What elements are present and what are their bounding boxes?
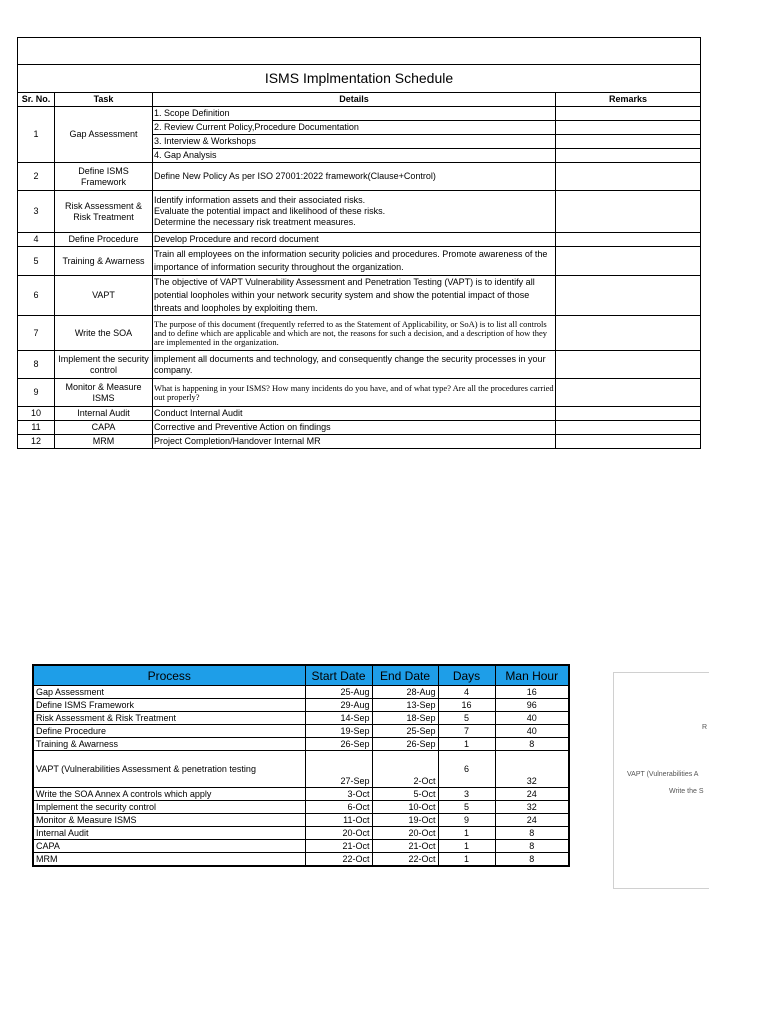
- table-row: [18, 163, 701, 191]
- table-row: [33, 738, 569, 751]
- details: The objective of VAPT Vulnerability Assessment and Penetration Testing (VAPT) is to identify all potential loopholes within your network security system and show the potential impact of those threats and loopholes by exploiting them.: [153, 276, 556, 316]
- end-date: 26-Sep: [372, 738, 438, 751]
- sr-no: 6: [18, 276, 55, 316]
- days: 1: [438, 853, 495, 867]
- end-date: 18-Sep: [372, 712, 438, 725]
- table-row: [33, 840, 569, 853]
- header-remarks: Remarks: [556, 93, 701, 107]
- task: MRM: [55, 435, 153, 449]
- task: Define Procedure: [55, 233, 153, 247]
- table-row: [33, 814, 569, 827]
- remarks: [556, 233, 701, 247]
- process-timeline-table: [32, 664, 570, 867]
- task: Write the SOA: [55, 316, 153, 351]
- end-date: 20-Oct: [372, 827, 438, 840]
- details: 4. Gap Analysis: [153, 149, 556, 163]
- sr-no: 1: [18, 107, 55, 163]
- table-row: [18, 247, 701, 276]
- process-name: Training & Awarness: [33, 738, 305, 751]
- days: 4: [438, 686, 495, 699]
- process-name: Implement the security control: [33, 801, 305, 814]
- details: Corrective and Preventive Action on findings: [153, 421, 556, 435]
- start-date: 20-Oct: [305, 827, 372, 840]
- task: Gap Assessment: [55, 107, 153, 163]
- process-name: Gap Assessment: [33, 686, 305, 699]
- table-row: [18, 107, 701, 121]
- task: Training & Awarness: [55, 247, 153, 276]
- start-date: 29-Aug: [305, 699, 372, 712]
- details: Develop Procedure and record document: [153, 233, 556, 247]
- sr-no: 5: [18, 247, 55, 276]
- end-date: 19-Oct: [372, 814, 438, 827]
- header-man-hour: Man Hour: [495, 665, 569, 686]
- end-date: 5-Oct: [372, 788, 438, 801]
- process-name: MRM: [33, 853, 305, 867]
- man-hour: 8: [495, 840, 569, 853]
- table-row: [18, 316, 701, 351]
- remarks: [556, 407, 701, 421]
- man-hour: 8: [495, 827, 569, 840]
- days: 3: [438, 788, 495, 801]
- sr-no: 8: [18, 351, 55, 379]
- man-hour: 8: [495, 853, 569, 867]
- clipped-chart-panel: [613, 672, 709, 889]
- details: Conduct Internal Audit: [153, 407, 556, 421]
- man-hour: 16: [495, 686, 569, 699]
- task: Risk Assessment & Risk Treatment: [55, 191, 153, 233]
- sr-no: 11: [18, 421, 55, 435]
- remarks: [556, 435, 701, 449]
- task: VAPT: [55, 276, 153, 316]
- start-date: 11-Oct: [305, 814, 372, 827]
- remarks: [556, 135, 701, 149]
- remarks: [556, 247, 701, 276]
- process-name: CAPA: [33, 840, 305, 853]
- days: 5: [438, 801, 495, 814]
- man-hour: 32: [495, 751, 569, 788]
- table-row: [18, 435, 701, 449]
- days: 16: [438, 699, 495, 712]
- remarks: [556, 191, 701, 233]
- remarks: [556, 107, 701, 121]
- process-name: Define Procedure: [33, 725, 305, 738]
- start-date: 22-Oct: [305, 853, 372, 867]
- man-hour: 24: [495, 788, 569, 801]
- start-date: 6-Oct: [305, 801, 372, 814]
- header-start-date: Start Date: [305, 665, 372, 686]
- details: Identify information assets and their associated risks. Evaluate the potential impact and likelihood of these risks. Determine the necessary risk treatment measures.: [153, 191, 556, 233]
- start-date: 19-Sep: [305, 725, 372, 738]
- man-hour: 40: [495, 725, 569, 738]
- blank-header-row: [18, 38, 701, 65]
- sr-no: 4: [18, 233, 55, 247]
- start-date: 26-Sep: [305, 738, 372, 751]
- remarks: [556, 316, 701, 351]
- isms-schedule-table: [17, 37, 701, 449]
- table-row: [33, 801, 569, 814]
- process-header-row: [33, 665, 569, 686]
- header-sr-no: Sr. No.: [18, 93, 55, 107]
- details: 3. Interview & Workshops: [153, 135, 556, 149]
- task: Internal Audit: [55, 407, 153, 421]
- end-date: 25-Sep: [372, 725, 438, 738]
- details: Project Completion/Handover Internal MR: [153, 435, 556, 449]
- remarks: [556, 149, 701, 163]
- table-row: [33, 751, 569, 788]
- chart-label: Write the S: [669, 788, 704, 795]
- header-process: Process: [33, 665, 305, 686]
- end-date: 22-Oct: [372, 853, 438, 867]
- process-name: VAPT (Vulnerabilities Assessment & penetration testing: [33, 751, 305, 788]
- start-date: 25-Aug: [305, 686, 372, 699]
- remarks: [556, 421, 701, 435]
- chart-label: R: [702, 724, 708, 731]
- days: 7: [438, 725, 495, 738]
- header-task: Task: [55, 93, 153, 107]
- end-date: 2-Oct: [372, 751, 438, 788]
- end-date: 10-Oct: [372, 801, 438, 814]
- remarks: [556, 121, 701, 135]
- process-name: Monitor & Measure ISMS: [33, 814, 305, 827]
- table-row: [18, 379, 701, 407]
- remarks: [556, 163, 701, 191]
- task: Implement the security control: [55, 351, 153, 379]
- sr-no: 7: [18, 316, 55, 351]
- task: Define ISMS Framework: [55, 163, 153, 191]
- days: 9: [438, 814, 495, 827]
- remarks: [556, 351, 701, 379]
- table-row: [33, 827, 569, 840]
- sr-no: 10: [18, 407, 55, 421]
- table-row: [18, 421, 701, 435]
- man-hour: 96: [495, 699, 569, 712]
- process-name: Internal Audit: [33, 827, 305, 840]
- start-date: 3-Oct: [305, 788, 372, 801]
- table-row: [33, 712, 569, 725]
- end-date: 13-Sep: [372, 699, 438, 712]
- header-details: Details: [153, 93, 556, 107]
- table-row: [18, 276, 701, 316]
- task: CAPA: [55, 421, 153, 435]
- table-row: [18, 191, 701, 233]
- remarks: [556, 276, 701, 316]
- schedule-title: ISMS Implmentation Schedule: [18, 65, 701, 93]
- start-date: 14-Sep: [305, 712, 372, 725]
- chart-label: VAPT (Vulnerabilities A: [627, 771, 699, 778]
- process-name: Define ISMS Framework: [33, 699, 305, 712]
- man-hour: 32: [495, 801, 569, 814]
- man-hour: 8: [495, 738, 569, 751]
- days: 1: [438, 827, 495, 840]
- schedule-header-row: [18, 93, 701, 107]
- days: 5: [438, 712, 495, 725]
- sr-no: 3: [18, 191, 55, 233]
- table-row: [33, 788, 569, 801]
- details: What is happening in your ISMS? How many incidents do you have, and of what type? Are all the procedures carried out properly?: [153, 379, 556, 407]
- details: Define New Policy As per ISO 27001:2022 framework(Clause+Control): [153, 163, 556, 191]
- remarks: [556, 379, 701, 407]
- days: 6: [438, 751, 495, 788]
- man-hour: 24: [495, 814, 569, 827]
- table-row: [18, 351, 701, 379]
- start-date: 27-Sep: [305, 751, 372, 788]
- days: 1: [438, 840, 495, 853]
- header-end-date: End Date: [372, 665, 438, 686]
- task: Monitor & Measure ISMS: [55, 379, 153, 407]
- table-row: [33, 686, 569, 699]
- days: 1: [438, 738, 495, 751]
- end-date: 28-Aug: [372, 686, 438, 699]
- title-row: [18, 65, 701, 93]
- table-row: [18, 407, 701, 421]
- man-hour: 40: [495, 712, 569, 725]
- details: 2. Review Current Policy,Procedure Documentation: [153, 121, 556, 135]
- table-row: [33, 699, 569, 712]
- sr-no: 12: [18, 435, 55, 449]
- start-date: 21-Oct: [305, 840, 372, 853]
- details: Train all employees on the information security policies and procedures. Promote awareness of the importance of information security throughout the organization.: [153, 247, 556, 276]
- sr-no: 2: [18, 163, 55, 191]
- sr-no: 9: [18, 379, 55, 407]
- table-row: [33, 725, 569, 738]
- table-row: [33, 853, 569, 867]
- end-date: 21-Oct: [372, 840, 438, 853]
- header-days: Days: [438, 665, 495, 686]
- details: implement all documents and technology, and consequently change the security processes in your company.: [153, 351, 556, 379]
- table-row: [18, 233, 701, 247]
- details: 1. Scope Definition: [153, 107, 556, 121]
- process-name: Risk Assessment & Risk Treatment: [33, 712, 305, 725]
- process-name: Write the SOA Annex A controls which apply: [33, 788, 305, 801]
- details: The purpose of this document (frequently referred to as the Statement of Applicability, or SoA) is to list all controls and to define which are applicable and which are not, the reasons for such a decision, and a description of how they are implemented in the organization.: [153, 316, 556, 351]
